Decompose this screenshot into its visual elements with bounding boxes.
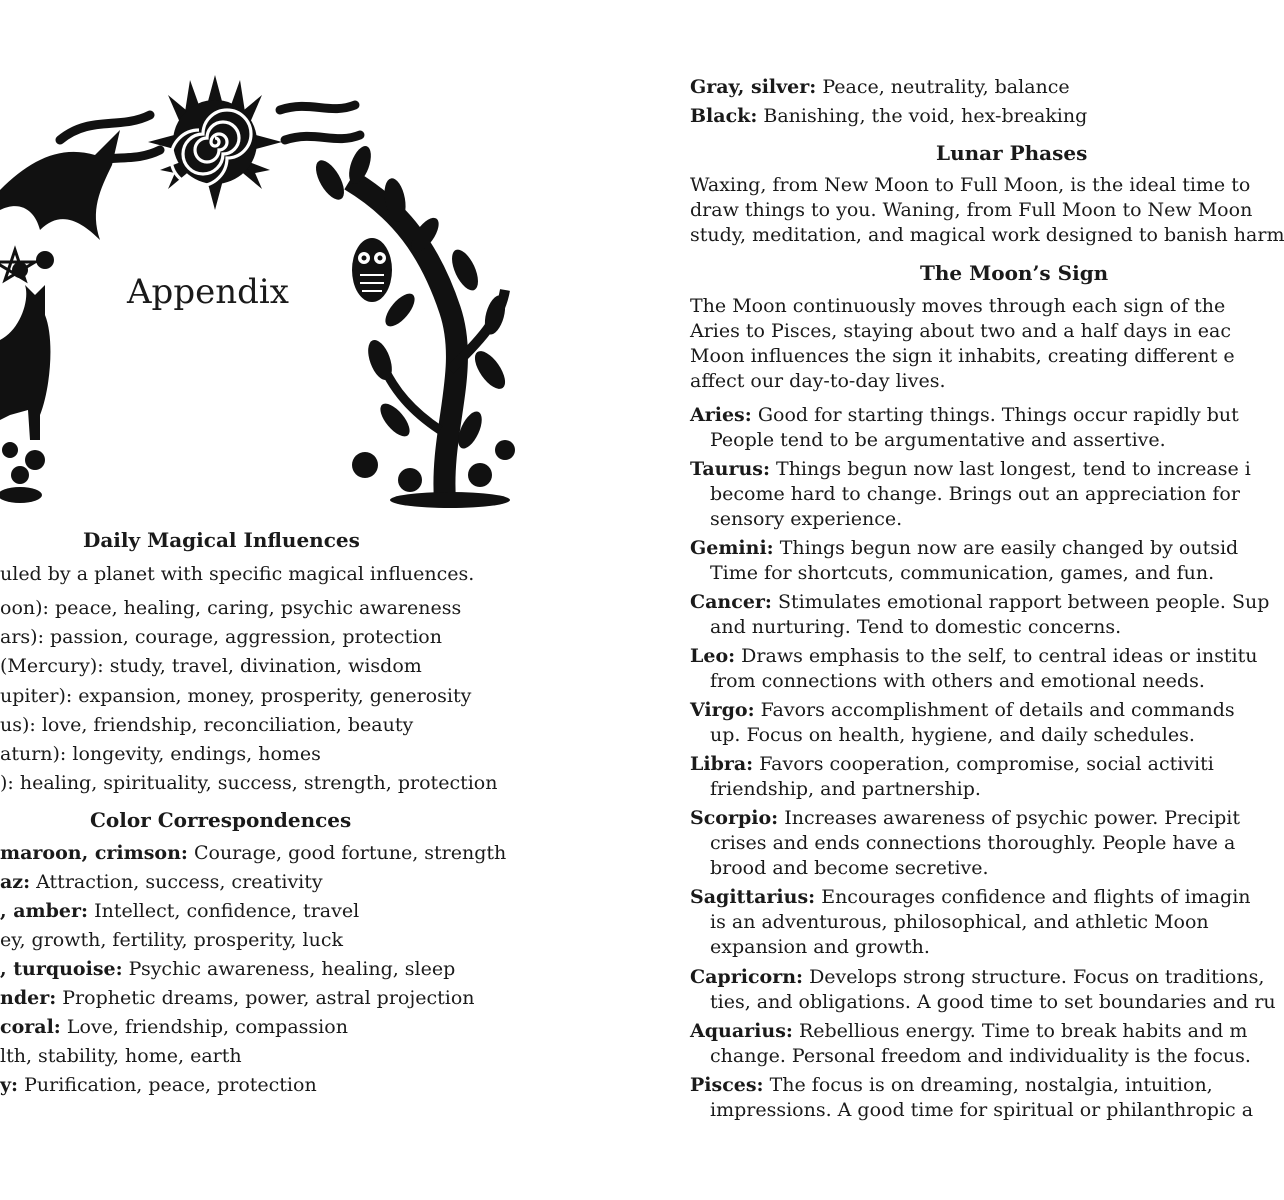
sign-desc: Stimulates emotional rapport between people. Sup <box>771 591 1270 613</box>
sign-desc: Favors cooperation, compromise, social activiti <box>753 753 1214 775</box>
sign-term: Gemini: <box>690 537 774 559</box>
sign-entry-taurus <box>690 457 1251 481</box>
sign-entry-cancer <box>690 590 1269 614</box>
cat-icon <box>0 285 50 440</box>
color-item <box>0 870 323 894</box>
sign-desc-line: up. Focus on health, hygiene, and daily schedules. <box>710 724 1195 746</box>
moonsign-line: Aries to Pisces, staying about two and a half days in eac <box>690 320 1231 342</box>
ground-stones <box>0 487 510 508</box>
color-item <box>0 1073 317 1097</box>
color-desc: Psychic awareness, healing, sleep <box>122 958 456 980</box>
color-desc: lth, stability, home, earth <box>0 1045 242 1067</box>
sign-desc: Encourages confidence and flights of imagin <box>815 886 1251 908</box>
sign-entry-virgo <box>690 698 1235 722</box>
daily-item: aturn): longevity, endings, homes <box>0 743 321 765</box>
sign-term: Sagittarius: <box>690 886 816 908</box>
sign-entry-libra <box>690 752 1214 776</box>
sign-desc-line: change. Personal freedom and individuality is the focus. <box>710 1045 1251 1067</box>
bird-icon <box>0 130 120 240</box>
sign-desc-line: become hard to change. Brings out an appreciation for <box>710 483 1240 505</box>
sign-desc-line: crises and ends connections thoroughly. People have a <box>710 832 1236 854</box>
sign-desc-line: expansion and growth. <box>710 936 930 958</box>
sign-term: Taurus: <box>690 458 770 480</box>
color-term: , turquoise: <box>0 958 123 980</box>
sign-term: Aquarius: <box>690 1020 793 1042</box>
sign-term: Virgo: <box>690 699 755 721</box>
daily-intro: uled by a planet with specific magical influences. <box>0 563 475 585</box>
sign-term: Scorpio: <box>690 807 779 829</box>
sign-desc: Draws emphasis to the self, to central ideas or institu <box>735 645 1258 667</box>
color-item <box>0 899 359 923</box>
sign-desc: Favors accomplishment of details and commands <box>754 699 1235 721</box>
color-term: nder: <box>0 987 57 1009</box>
color-desc: Purification, peace, protection <box>18 1074 317 1096</box>
daily-item: ): healing, spirituality, success, strength, protection <box>0 772 498 794</box>
color-term: az: <box>0 871 31 893</box>
color-item <box>0 986 475 1010</box>
color-desc: Peace, neutrality, balance <box>816 76 1070 98</box>
color-item <box>0 1015 348 1039</box>
sign-desc: Rebellious energy. Time to break habits and m <box>792 1020 1248 1042</box>
color-desc: Attraction, success, creativity <box>30 871 323 893</box>
section-heading-colors: Color Correspondences <box>90 808 352 832</box>
color-item <box>0 841 506 865</box>
color-item <box>0 1044 242 1068</box>
sign-desc-line: from connections with others and emotional needs. <box>710 670 1205 692</box>
color-term: , amber: <box>0 900 89 922</box>
sign-desc: Develops strong structure. Focus on traditions, <box>803 966 1265 988</box>
sign-desc: Things begun now are easily changed by outsid <box>773 537 1239 559</box>
color-desc: ey, growth, fertility, prosperity, luck <box>0 929 343 951</box>
color-desc: Intellect, confidence, travel <box>88 900 360 922</box>
daily-item: ars): passion, courage, aggression, protection <box>0 626 442 648</box>
sign-term: Pisces: <box>690 1074 764 1096</box>
sign-desc-line: brood and become secretive. <box>710 857 989 879</box>
color-desc: Courage, good fortune, strength <box>187 842 507 864</box>
lunar-line: draw things to you. Waning, from Full Moon to New Moon <box>690 199 1253 221</box>
color-item <box>0 928 343 952</box>
color-term: maroon, crimson: <box>0 842 188 864</box>
color-item <box>0 957 455 981</box>
lunar-line: Waxing, from New Moon to Full Moon, is the ideal time to <box>690 174 1251 196</box>
color-item <box>690 104 1087 128</box>
page-title: Appendix <box>127 272 289 312</box>
sign-desc-line: friendship, and partnership. <box>710 778 981 800</box>
color-term: coral: <box>0 1016 61 1038</box>
daily-item: (Mercury): study, travel, divination, wisdom <box>0 655 422 677</box>
sign-entry-sagittarius <box>690 885 1251 909</box>
tree-icon <box>310 143 515 500</box>
sign-term: Leo: <box>690 645 736 667</box>
daily-item: oon): peace, healing, caring, psychic awareness <box>0 597 462 619</box>
sign-desc-line: is an adventurous, philosophical, and athletic Moon <box>710 911 1209 933</box>
sun-icon <box>148 75 282 210</box>
sign-term: Libra: <box>690 753 754 775</box>
sign-desc-line: ties, and obligations. A good time to set boundaries and ru <box>710 991 1276 1013</box>
sign-desc-line: sensory experience. <box>710 508 903 530</box>
color-desc: Love, friendship, compassion <box>60 1016 348 1038</box>
daily-item: upiter): expansion, money, prosperity, generosity <box>0 685 472 707</box>
left-page <box>0 0 600 1200</box>
daily-item: us): love, friendship, reconciliation, beauty <box>0 714 414 736</box>
sign-entry-leo <box>690 644 1257 668</box>
sign-desc: The focus is on dreaming, nostalgia, intuition, <box>763 1074 1213 1096</box>
sign-entry-pisces <box>690 1073 1213 1097</box>
section-heading-moonsign: The Moon’s Sign <box>920 261 1109 285</box>
sign-entry-aquarius <box>690 1019 1247 1043</box>
moonsign-line: The Moon continuously moves through each sign of the <box>690 295 1226 317</box>
color-term: Gray, silver: <box>690 76 817 98</box>
sign-desc: Increases awareness of psychic power. Precipit <box>778 807 1240 829</box>
sign-entry-gemini <box>690 536 1238 560</box>
lunar-line: study, meditation, and magical work designed to banish harm <box>690 224 1284 246</box>
sign-desc: Things begun now last longest, tend to increase i <box>769 458 1251 480</box>
sign-desc-line: People tend to be argumentative and assertive. <box>710 429 1166 451</box>
sign-desc-line: and nurturing. Tend to domestic concerns. <box>710 616 1122 638</box>
sign-entry-capricorn <box>690 965 1264 989</box>
sign-term: Aries: <box>690 404 752 426</box>
color-item <box>690 75 1070 99</box>
sign-term: Cancer: <box>690 591 772 613</box>
sign-entry-aries <box>690 403 1239 427</box>
sign-term: Capricorn: <box>690 966 804 988</box>
color-desc: Prophetic dreams, power, astral projection <box>56 987 475 1009</box>
color-desc: Banishing, the void, hex-breaking <box>757 105 1088 127</box>
sign-entry-scorpio <box>690 806 1240 830</box>
color-term: Black: <box>690 105 758 127</box>
sign-desc-line: impressions. A good time for spiritual or philanthropic a <box>710 1099 1254 1121</box>
right-page <box>600 0 1284 1200</box>
sign-desc-line: Time for shortcuts, communication, games, and fun. <box>710 562 1215 584</box>
section-heading-lunar: Lunar Phases <box>936 141 1088 165</box>
moonsign-line: Moon influences the sign it inhabits, creating different e <box>690 345 1235 367</box>
color-term: y: <box>0 1074 19 1096</box>
owl-icon <box>352 238 392 302</box>
sign-desc: Good for starting things. Things occur rapidly but <box>751 404 1239 426</box>
moonsign-line: affect our day-to-day lives. <box>690 370 946 392</box>
section-heading-daily: Daily Magical Influences <box>83 528 360 552</box>
